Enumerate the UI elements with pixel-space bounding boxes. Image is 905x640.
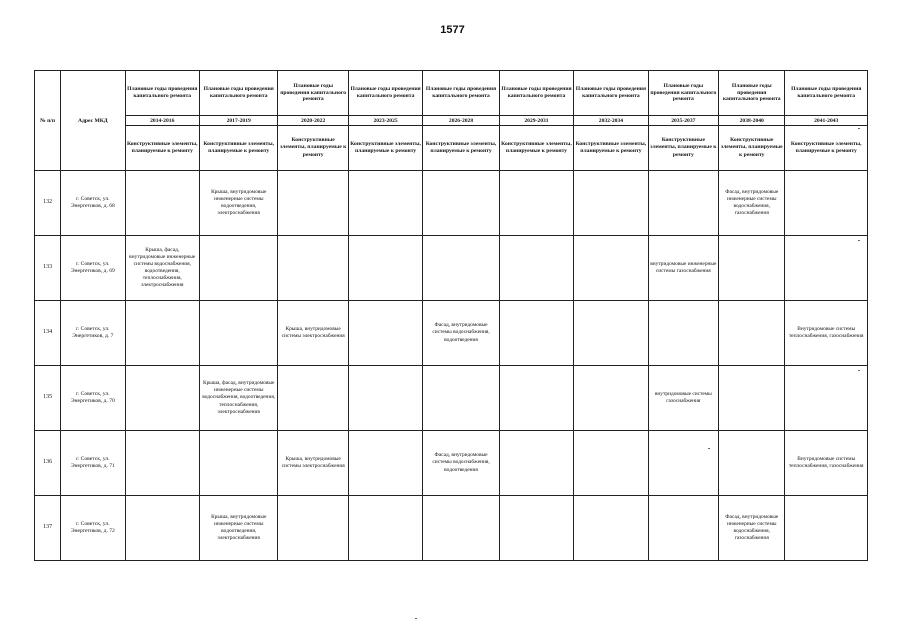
elements-header: Конструктивные элементы, планируемые к ремонту	[574, 126, 648, 171]
repair-cell: Крыша, фасад, внутридомовые инженерные системы водоснабжения, водоотведения, теплоснабжения, электроснабжения	[125, 236, 199, 301]
elements-header: Конструктивные элементы, планируемые к ремонту	[278, 126, 348, 171]
column-header-years: Плановые годы проведения капитального ремонта	[574, 71, 648, 116]
repair-cell: Крыша, фасад, внутридомовые инженерные системы водоснабжения, водоотведения, теплоснабжения, электроснабжения	[199, 366, 277, 431]
page-number: 1577	[440, 24, 465, 36]
repair-cell	[199, 431, 277, 496]
repair-cell	[348, 366, 422, 431]
repair-cell	[125, 496, 199, 561]
header-row-years	[35, 71, 868, 116]
column-header-years: Плановые годы проведения капитального ремонта	[199, 71, 277, 116]
repair-cell	[499, 496, 573, 561]
repair-cell	[423, 171, 499, 236]
row-number: 136	[35, 431, 61, 496]
repair-cell: Крыша, внутридомовые инженерные системы водоотведения, электроснабжения	[199, 171, 277, 236]
row-address: г. Советск, ул. Энергетиков, д. 69	[61, 236, 125, 301]
repair-cell: Фасад, внутридомовые инженерные системы водоснабжения, газоснабжения	[719, 496, 785, 561]
repair-cell	[278, 171, 348, 236]
repair-cell	[348, 496, 422, 561]
column-header-years: Плановые годы проведения капитального ремонта	[278, 71, 348, 116]
repair-cell	[499, 171, 573, 236]
row-number: 133	[35, 236, 61, 301]
repair-cell	[574, 366, 648, 431]
repair-cell	[574, 171, 648, 236]
repair-cell: Крыша, внутридомовые системы электроснабжения	[278, 301, 348, 366]
repair-cell	[423, 496, 499, 561]
elements-header: Конструктивные элементы, планируемые к ремонту	[348, 126, 422, 171]
table-header	[35, 71, 868, 171]
elements-header: Конструктивные элементы, планируемые к ремонту	[423, 126, 499, 171]
repair-cell	[278, 236, 348, 301]
column-header-years: Плановые годы проведения капитального ремонта	[648, 71, 718, 116]
repair-cell	[348, 431, 422, 496]
period-header: 2020-2022	[278, 116, 348, 126]
repair-cell	[199, 301, 277, 366]
scan-speck	[858, 240, 860, 241]
row-number: 134	[35, 301, 61, 366]
elements-header: Конструктивные элементы, планируемые к ремонту	[499, 126, 573, 171]
repair-cell	[648, 431, 718, 496]
repair-cell	[423, 366, 499, 431]
column-header-address: Адрес МКД	[61, 71, 125, 171]
column-header-years: Плановые годы проведения капитального ремонта	[719, 71, 785, 116]
column-header-years: Плановые годы проведения капитального ремонта	[499, 71, 573, 116]
period-header: 2029-2031	[499, 116, 573, 126]
row-address: г. Советск, ул. Энергетиков, д. 71	[61, 431, 125, 496]
repair-cell	[574, 301, 648, 366]
table-row	[35, 301, 868, 366]
table-row	[35, 431, 868, 496]
header-row-periods	[35, 116, 868, 126]
table-row	[35, 171, 868, 236]
repair-cell	[719, 301, 785, 366]
repair-cell	[423, 236, 499, 301]
column-header-number: № п/п	[35, 71, 61, 171]
period-header: 2023-2025	[348, 116, 422, 126]
repair-cell	[125, 366, 199, 431]
row-address: г. Советск, ул. Энергетиков, д. 70	[61, 366, 125, 431]
capital-repair-plan-table	[34, 70, 868, 561]
elements-header: Конструктивные элементы, планируемые к ремонту	[785, 126, 868, 171]
scan-speck	[415, 618, 417, 619]
repair-cell	[785, 171, 868, 236]
repair-cell	[574, 236, 648, 301]
column-header-years: Плановые годы проведения капитального ремонта	[125, 71, 199, 116]
repair-cell	[125, 431, 199, 496]
period-header: 2035-2037	[648, 116, 718, 126]
repair-cell	[278, 366, 348, 431]
period-header: 2017-2019	[199, 116, 277, 126]
row-address: г. Советск, ул. Энергетиков, д. 72	[61, 496, 125, 561]
repair-cell	[574, 496, 648, 561]
repair-cell	[719, 431, 785, 496]
repair-cell	[648, 496, 718, 561]
column-header-years: Плановые годы проведения капитального ремонта	[348, 71, 422, 116]
repair-cell	[499, 366, 573, 431]
period-header: 2041-2043	[785, 116, 868, 126]
scan-speck	[858, 128, 860, 129]
repair-cell	[574, 431, 648, 496]
repair-cell: Фасад, внутридомовые системы водоснабжения, водоотведения	[423, 431, 499, 496]
row-number: 132	[35, 171, 61, 236]
repair-cell	[348, 171, 422, 236]
table-body	[35, 171, 868, 561]
elements-header: Конструктивные элементы, планируемые к ремонту	[125, 126, 199, 171]
repair-cell	[719, 366, 785, 431]
table-row	[35, 236, 868, 301]
repair-cell	[348, 301, 422, 366]
row-number: 135	[35, 366, 61, 431]
repair-cell	[348, 236, 422, 301]
repair-cell	[648, 171, 718, 236]
elements-header: Конструктивные элементы, планируемые к ремонту	[719, 126, 785, 171]
table-row	[35, 366, 868, 431]
period-header: 2026-2028	[423, 116, 499, 126]
repair-cell: Крыша, внутридомовые системы электроснабжения	[278, 431, 348, 496]
repair-cell	[785, 236, 868, 301]
row-number: 137	[35, 496, 61, 561]
row-address: г. Советск, ул. Энергетиков, д. 7	[61, 301, 125, 366]
elements-header: Конструктивные элементы, планируемые к ремонту	[648, 126, 718, 171]
scan-speck	[858, 370, 860, 371]
repair-cell: внутридомовые инженерные системы газоснабжения	[648, 236, 718, 301]
repair-cell	[785, 366, 868, 431]
table-row	[35, 496, 868, 561]
repair-cell	[499, 236, 573, 301]
column-header-years: Плановые годы проведения капитального ремонта	[785, 71, 868, 116]
repair-cell: внутридомовые системы газоснабжения	[648, 366, 718, 431]
repair-cell	[278, 496, 348, 561]
header-row-elements	[35, 126, 868, 171]
repair-cell	[125, 301, 199, 366]
scan-speck	[708, 448, 710, 449]
repair-cell	[499, 301, 573, 366]
repair-cell: Внутридомовые системы теплоснабжения, газоснабжения	[785, 301, 868, 366]
period-header: 2038-2040	[719, 116, 785, 126]
repair-cell	[499, 431, 573, 496]
repair-cell: Фасад, внутридомовые инженерные системы водоснабжения, газоснабжения	[719, 171, 785, 236]
repair-cell	[785, 496, 868, 561]
column-header-years: Плановые годы проведения капитального ремонта	[423, 71, 499, 116]
repair-cell	[648, 301, 718, 366]
repair-cell	[719, 236, 785, 301]
row-address: г. Советск, ул. Энергетиков, д. 68	[61, 171, 125, 236]
period-header: 2014-2016	[125, 116, 199, 126]
repair-cell	[199, 236, 277, 301]
repair-cell	[125, 171, 199, 236]
repair-cell: Фасад, внутридомовые системы водоснабжения, водоотведения	[423, 301, 499, 366]
period-header: 2032-2034	[574, 116, 648, 126]
repair-cell: Крыша, внутридомовые инженерные системы водоотведения, электроснабжения	[199, 496, 277, 561]
elements-header: Конструктивные элементы, планируемые к ремонту	[199, 126, 277, 171]
repair-cell: Внутридомовые системы теплоснабжения, газоснабжения	[785, 431, 868, 496]
